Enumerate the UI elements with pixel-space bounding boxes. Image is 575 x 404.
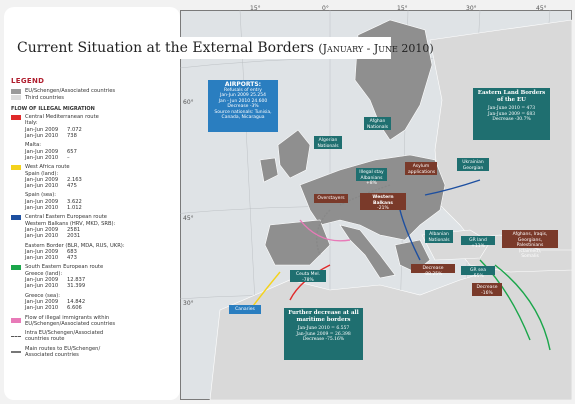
decrease-16-box [472, 283, 502, 296]
ukrainian-box [457, 158, 489, 171]
stat-value: 7.072 [67, 126, 82, 133]
central-eastern-swatch [11, 215, 21, 220]
route-name: Flow of illegal immigrants within EU/Schengen/Associated countries [25, 314, 116, 327]
route-name: South Eastern European route [25, 264, 104, 271]
stat-period: Jan-Jun 2009 [25, 198, 59, 205]
illegal-stay-line: Albanians +8% [360, 175, 383, 186]
ceuta-line: -78% [302, 277, 314, 283]
dashed-arrow-icon [11, 336, 21, 337]
stat-value: 2031 [67, 233, 81, 240]
gr-sea-box [461, 266, 495, 279]
further-decrease-line: Jan-June 2009 = 26.398 [296, 331, 351, 337]
lat-label: 60° [183, 99, 194, 106]
stat-value: 3.622 [67, 198, 82, 205]
stat-period: Jan-Jun 2009 [25, 126, 59, 133]
route-place: Western Balkans (HRV, MKD, SRB): [25, 220, 116, 227]
ukrainian-line: Ukrainian [462, 160, 484, 165]
route-place: Greece (sea): [25, 292, 60, 299]
route-name: West Africa route [25, 164, 70, 171]
lon-label: 0° [322, 5, 329, 12]
stat-value: 657 [67, 148, 77, 155]
eastern-land-heading: Eastern Land Borders of the EU [477, 90, 546, 103]
line-label: Intra EU/Schengen/Associated countries route [25, 330, 104, 343]
decrease-88-line: Decrease -88.25% [422, 266, 444, 277]
route-name: Central Eastern European route [25, 214, 107, 221]
route-place: Spain (land): [25, 170, 59, 177]
eu-swatch [11, 89, 21, 94]
route-place: Spain (sea): [25, 192, 57, 199]
albanian-line: Albanian [429, 232, 449, 237]
eu-label: EU/Schengen/Associated countries [25, 88, 116, 95]
title-period: (January - June 2010) [318, 42, 434, 55]
page-title [13, 37, 434, 59]
further-decrease-box [284, 308, 363, 360]
stat-period: Jan-Jun 2010 [25, 283, 59, 290]
stat-period: Jan-Jun 2010 [25, 183, 59, 190]
lat-label: 30° [183, 300, 194, 307]
algerian-line: Nationals [317, 143, 339, 149]
stat-period: Jan-Jun 2010 [25, 205, 59, 212]
route-place: Eastern Border (BLR, MDA, RUS, UKR): [25, 242, 125, 249]
stat-value: – [67, 154, 70, 161]
stat-period: Jan-Jun 2010 [25, 133, 59, 140]
airports-line: Refusals of entry [224, 87, 262, 93]
asylum-box [405, 162, 437, 175]
illegal-stay-line: Illegal stay [359, 170, 384, 175]
eastern-land-line: Decrease -30.7% [492, 117, 531, 122]
stat-period: Jan-Jun 2010 [25, 154, 59, 161]
airports-line: Jan - Jun 2010 24.600 [218, 98, 268, 104]
airports-line: Jan-Jun 2009 25.254 [220, 93, 266, 98]
stat-value: 6.606 [67, 305, 82, 312]
afghan-line: Afghan [369, 119, 386, 124]
central-med-swatch [11, 115, 21, 120]
western-balkans-line: -21% [377, 206, 389, 211]
algerian-box [314, 136, 342, 149]
western-balkans-box [360, 193, 406, 210]
third-label: Third countries [25, 94, 64, 101]
legend-main-route [11, 346, 177, 359]
route-intra-flow [11, 315, 177, 328]
legend-intra-route [11, 330, 177, 343]
gr-land-line: GR land +11% [469, 238, 487, 249]
afghan-iraqi-line: Afghans, Iraqis, Georgians, [512, 232, 548, 243]
stat-period: Jan-Jun 2009 [25, 248, 59, 255]
stat-value: 473 [67, 255, 77, 262]
decrease-88-box [411, 264, 455, 277]
stat-period: Jan-Jun 2009 [25, 298, 59, 305]
western-balkans-line: Western Balkans [372, 195, 394, 206]
intra-flow-swatch [11, 318, 21, 323]
further-decrease-heading: Further decrease at all maritime borders [288, 310, 359, 323]
canaries-line: Canaries [235, 307, 255, 312]
stat-value: 1.012 [67, 205, 82, 212]
algerian-line: Algerian [318, 138, 338, 143]
asylum-line: Asylum [412, 164, 430, 169]
stat-value: 31.399 [67, 283, 86, 290]
afghan-iraqi-box [502, 230, 558, 259]
stat-period: Jan-Jun 2009 [25, 148, 59, 155]
solid-arrow-icon [11, 351, 21, 353]
south-eastern-swatch [11, 265, 21, 270]
albanian-line: Nationals [428, 237, 450, 243]
airports-box [208, 80, 278, 132]
stat-value: 475 [67, 183, 77, 190]
overstayers-box [314, 194, 348, 203]
afghan-iraqi-line: Palestinians (claimed), [516, 243, 544, 254]
legend-heading: LEGEND [11, 77, 45, 85]
ceuta-box [290, 270, 326, 282]
albanian-box [425, 230, 453, 243]
overstayers-line: Overstayers [317, 196, 345, 201]
decrease-16-line: Decrease [476, 285, 498, 290]
route-name: Central Mediterranean route [25, 114, 99, 121]
canaries-box [229, 305, 261, 314]
route-place: Greece (land): [25, 270, 63, 277]
decrease-16-line: -16% [481, 290, 493, 296]
lat-label: 45° [183, 215, 194, 222]
eastern-land-box [473, 88, 550, 140]
stat-value: 2.163 [67, 176, 82, 183]
asylum-line: applications [408, 169, 436, 175]
legend-third [11, 95, 177, 101]
third-swatch [11, 95, 21, 100]
stat-period: Jan-Jun 2010 [25, 255, 59, 262]
eastern-land-line: Jan-June 2009 = 683 [487, 111, 536, 117]
route-place: Malta: [25, 142, 42, 149]
afghan-iraqi-line: Somalis [521, 254, 539, 259]
afghan-line: Nationals [367, 124, 389, 130]
flow-heading: FLOW OF ILLEGAL MIGRATION [11, 105, 95, 112]
stat-value: 738 [67, 133, 77, 140]
gr-land-box [461, 236, 495, 249]
stat-period: Jan-Jun 2009 [25, 277, 59, 284]
stat-value: 2581 [67, 226, 81, 233]
eastern-land-line: Jan-June 2010 = 473 [487, 106, 536, 111]
ukrainian-line: Georgian [462, 165, 484, 171]
stat-period: Jan-Jun 2010 [25, 305, 59, 312]
stat-value: 683 [67, 248, 77, 255]
legend [11, 78, 177, 358]
stat-period: Jan-Jun 2009 [25, 176, 59, 183]
stat-period: Jan-Jun 2010 [25, 233, 59, 240]
gr-sea-line: GR sea -55% [470, 268, 486, 279]
illegal-stay-box [356, 168, 387, 186]
lon-label: 45° [536, 5, 547, 12]
stat-period: Jan-Jun 2009 [25, 226, 59, 233]
ceuta-line: Ceuta Mel. [295, 272, 321, 277]
stat-value: 14.842 [67, 298, 86, 305]
route-place: Italy: [25, 120, 38, 127]
line-label: Main routes to EU/Schengen/ Associated countries [25, 345, 101, 358]
further-decrease-line: Decrease -75.16% [302, 337, 345, 342]
west-africa-swatch [11, 165, 21, 170]
lon-label: 15° [250, 5, 261, 12]
lon-label: 15° [397, 5, 408, 12]
stat-value: 12.837 [67, 277, 86, 284]
title-main: Current Situation at the External Borders [17, 40, 314, 56]
airports-line: Source nationals: Tunisia, Canada, Nicaragua [214, 109, 272, 120]
airports-line: Decrease -3% [227, 104, 259, 109]
airports-heading: AIRPORTS: [224, 81, 262, 88]
afghan-box [364, 117, 391, 130]
further-decrease-line: Jan-June 2010 = 6.557 [297, 326, 350, 331]
lon-label: 30° [466, 5, 477, 12]
